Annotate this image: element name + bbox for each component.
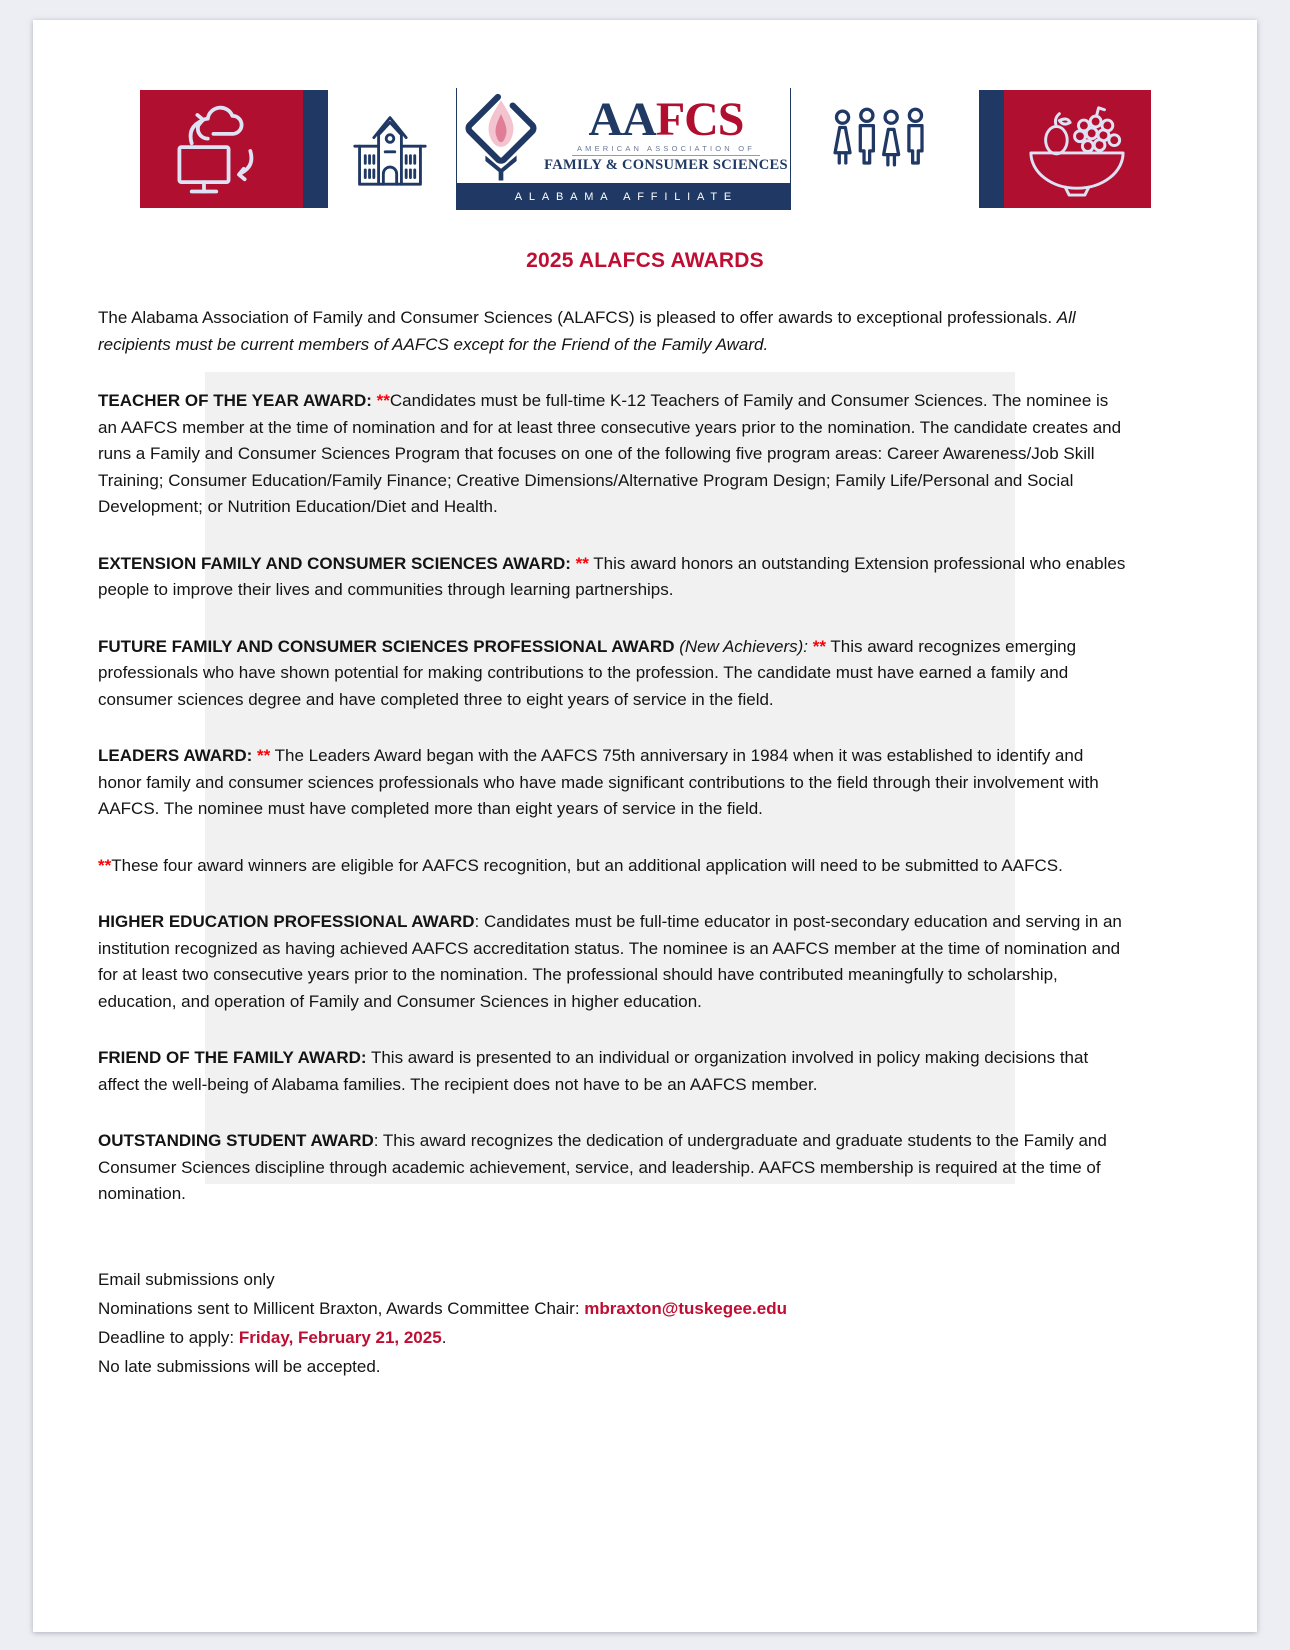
award-body: This award is presented to an individual or organization involved in policy making decisions that affect the well-being of Alabama families. The recipient does not have to be an AAFCS member. bbox=[98, 1048, 1089, 1094]
award-heading: TEACHER OF THE YEAR AWARD: bbox=[98, 391, 377, 410]
cloud-sync-tile bbox=[140, 90, 303, 208]
logo-right-bar bbox=[790, 88, 791, 183]
award-heading: LEADERS AWARD: bbox=[98, 746, 257, 765]
logo-acronym bbox=[588, 93, 744, 146]
double-asterisk-note bbox=[98, 853, 1130, 880]
double-asterisk: ** bbox=[98, 855, 112, 875]
deadline-date: Friday, February 21, 2025 bbox=[238, 1327, 442, 1347]
double-asterisk: ** bbox=[812, 636, 826, 656]
submission-info bbox=[98, 1265, 1130, 1381]
nominations-line bbox=[98, 1294, 1130, 1323]
double-asterisk: ** bbox=[575, 553, 589, 573]
page-title: 2025 ALAFCS AWARDS bbox=[526, 249, 764, 272]
cloud-sync-icon bbox=[162, 97, 280, 201]
note-text: These four award winners are eligible for AAFCS recognition, but an additional application will need to be submitted to AAFCS. bbox=[111, 855, 1063, 875]
award-extension bbox=[98, 551, 1130, 604]
logo-acronym-aa: AA bbox=[588, 93, 656, 146]
award-heading-italic: (New Achievers): bbox=[674, 636, 813, 656]
double-asterisk: ** bbox=[257, 746, 271, 765]
intro-text: The Alabama Association of Family and Consumer Sciences (ALAFCS) is pleased to offer awards to exceptional professionals. bbox=[98, 308, 1057, 327]
navy-strip bbox=[979, 90, 1004, 208]
award-body: This award recognizes emerging professionals who have shown potential for making contributions to the profession. The candidate must have earned a family and consumer sciences degree and have completed three to eight years of service in the field. bbox=[98, 636, 1077, 709]
award-body: This award honors an outstanding Extension professional who enables people to improve their lives and communities through learning partnerships. bbox=[98, 553, 1126, 599]
award-heading: FRIEND OF THE FAMILY AWARD: bbox=[98, 1048, 367, 1067]
award-leaders bbox=[98, 743, 1130, 823]
logo-banner: ALABAMA AFFILIATE bbox=[456, 183, 791, 210]
fruit-bowl-tile bbox=[1004, 90, 1151, 208]
award-body: : This award recognizes the dedication of undergraduate and graduate students to the Family and Consumer Sciences discipline through academic achievement, service, and leadership. AAFCS membership is required at the time of nomination. bbox=[98, 1131, 1107, 1203]
award-friend-of-the-family bbox=[98, 1045, 1130, 1098]
logo-divider bbox=[572, 155, 760, 156]
family-people-icon bbox=[829, 106, 929, 192]
award-body: : Candidates must be full-time educator in post-secondary education and serving in an institution recognized as having achieved AAFCS accreditation status. The nominee is an AAFCS member at the time of nomination and for at least two consecutive years prior to the nomination. The professional should have contributed meaningfully to scholarship, education, and operation of Family and Consumer Sciences in higher education. bbox=[98, 912, 1122, 1011]
award-body: Candidates must be full-time K-12 Teachers of Family and Consumer Sciences. The nominee is an AAFCS member at the time of nomination and for at least three consecutive years prior to the nomination. The candidate creates and runs a Family and Consumer Sciences Program that focuses on one of the following five program areas: Career Awareness/Job Skill Training; Consumer Education/Family Finance; Creative Dimensions/Alternative Program Design; Family Life/Personal and Social Development; or Nutrition Education/Diet and Health. bbox=[98, 391, 1122, 516]
document-page bbox=[33, 20, 1257, 1632]
double-asterisk: ** bbox=[376, 391, 390, 410]
no-late-submissions-line: No late submissions will be accepted. bbox=[98, 1356, 381, 1376]
award-heading: HIGHER EDUCATION PROFESSIONAL AWARD bbox=[98, 912, 475, 931]
logo-tagline: AMERICAN ASSOCIATION OF bbox=[576, 144, 756, 153]
email-link[interactable]: mbraxton@tuskegee.edu bbox=[584, 1298, 787, 1318]
document-body bbox=[33, 305, 1257, 1381]
logo-org-name: FAMILY & CONSUMER SCIENCES bbox=[544, 157, 788, 173]
award-heading: OUTSTANDING STUDENT AWARD bbox=[98, 1131, 374, 1150]
deadline-line bbox=[98, 1323, 1130, 1352]
award-future-professional bbox=[98, 634, 1130, 714]
deadline-period: . bbox=[441, 1327, 447, 1347]
award-outstanding-student bbox=[98, 1128, 1130, 1208]
award-body: The Leaders Award began with the AAFCS 75th anniversary in 1984 when it was established to identify and honor family and consumer sciences professionals who have made significant contributions to the field through their involvement with AAFCS. The nominee must have completed more than eight years of service in the field. bbox=[98, 746, 1099, 818]
nominations-text: Nominations sent to Millicent Braxton, Awards Committee Chair: bbox=[98, 1298, 585, 1318]
flame-icon bbox=[458, 90, 544, 182]
logo-acronym-fcs: FCS bbox=[655, 93, 744, 146]
intro-italic-text: All recipients must be current members of AAFCS except for the Friend of the Family Award. bbox=[98, 308, 1076, 354]
award-teacher-of-the-year bbox=[98, 388, 1130, 521]
aafcs-logo bbox=[456, 88, 791, 210]
award-higher-education bbox=[98, 909, 1130, 1015]
award-heading: FUTURE FAMILY AND CONSUMER SCIENCES PROFESSIONAL AWARD bbox=[98, 636, 675, 656]
email-submissions-line: Email submissions only bbox=[98, 1269, 275, 1289]
fruit-bowl-icon bbox=[1019, 99, 1135, 199]
deadline-text: Deadline to apply: bbox=[98, 1327, 239, 1347]
header-band bbox=[33, 20, 1257, 210]
intro-paragraph bbox=[98, 305, 1130, 358]
navy-strip bbox=[303, 90, 328, 208]
award-heading: EXTENSION FAMILY AND CONSUMER SCIENCES AWARD: bbox=[98, 553, 576, 573]
school-building-icon bbox=[346, 110, 434, 188]
